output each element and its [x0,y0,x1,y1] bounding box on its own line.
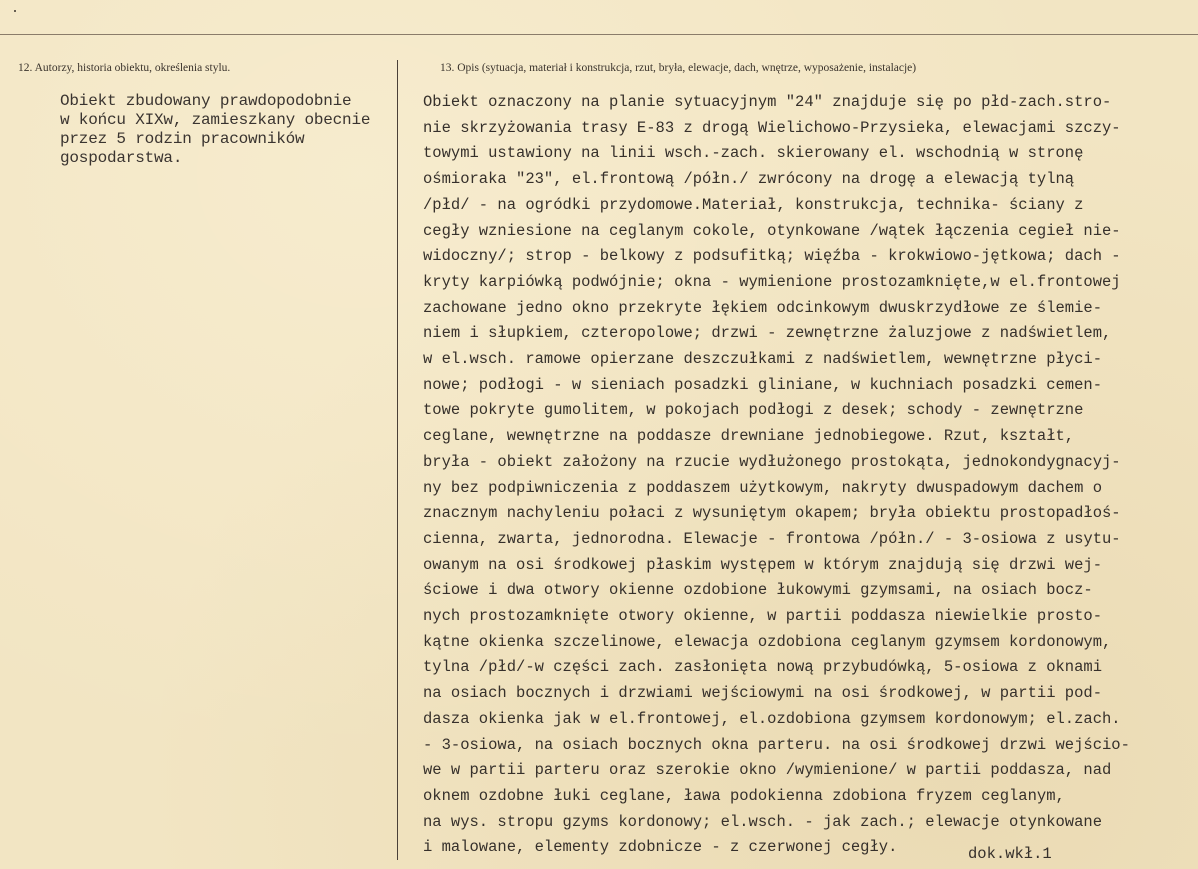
text-line: dasza okienka jak w el.frontowej, el.ozdobiona gzymsem kordonowym; el.zach. [423,709,1121,728]
text-line: w końcu XIXw, zamieszkany obecnie [60,111,371,129]
text-line: tylna /płd/-w części zach. zasłonięta nową przybudówką, 5-osiowa z oknami [423,658,1103,677]
text-line: bryła - obiekt założony na rzucie wydłużonego prostokąta, jednokondygnacyj- [423,452,1121,471]
text-line: i malowane, elementy zdobnicze - z czerwonej cegły. [423,838,898,857]
text-line: ściowe i dwa otwory okienne ozdobione łukowymi gzymsami, na osiach bocz- [423,581,1093,600]
text-line: zachowane jedno okno przekryte łękiem odcinkowym dwuskrzydłowe ze ślemie- [423,298,1103,317]
text-line: niem i słupkiem, czteropolowe; drzwi - zewnętrzne żaluzjowe z nadświetlem, [423,324,1112,343]
section-13-text [423,90,1193,861]
text-line: - 3-osiowa, na osiach bocznych okna parteru. na osi środkowej drzwi wejścio- [423,735,1130,754]
section-12-text [60,92,390,168]
top-rule [0,34,1198,35]
text-line: widoczny/; strop - belkowy z podsufitką; więźba - krokwiowo-jętkowa; dach - [423,247,1121,266]
section-12-header: 12. Autorzy, historia obiektu, określenia stylu. [18,62,231,74]
text-line: we w partii parteru oraz szerokie okno /wymienione/ w partii poddasza, nad [423,761,1112,780]
column-divider [397,60,398,860]
text-line: kryty karpiówką podwójnie; okna - wymienione prostozamknięte,w el.frontowej [423,272,1121,291]
text-line: /płd/ - na ogródki przydomowe.Materiał, konstrukcja, technika- ściany z [423,195,1084,214]
text-line: owanym na osi środkowej płaskim występem w którym znajdują się drzwi wej- [423,555,1103,574]
text-line: w el.wsch. ramowe opierzane deszczułkami z nadświetlem, wewnętrzne płyci- [423,350,1103,369]
text-line: kątne okienka szczelinowe, elewacja ozdobiona ceglanym gzymsem kordonowym, [423,632,1112,651]
text-line: znacznym nachyleniu połaci z wysuniętym okapem; bryła obiektu prostopadłoś- [423,504,1121,523]
text-line: ośmioraka "23", el.frontową /półn./ zwrócony na drogę a elewacją tylną [423,170,1075,189]
text-line: towymi ustawiony na linii wsch.-zach. skierowany el. wschodnią w stronę [423,144,1084,163]
text-line: ny bez podpiwniczenia z poddaszem użytkowym, nakryty dwuspadowym dachem o [423,478,1103,497]
text-line: przez 5 rodzin pracowników [60,130,305,148]
text-line: nie skrzyżowania trasy E-83 z drogą Wielichowo-Przysieka, elewacjami szczy- [423,118,1121,137]
text-line: nowe; podłogi - w sieniach posadzki gliniane, w kuchniach posadzki cemen- [423,375,1103,394]
text-line: Obiekt zbudowany prawdopodobnie [60,92,352,110]
text-line: towe pokryte gumolitem, w pokojach podłogi z desek; schody - zewnętrzne [423,401,1084,420]
text-line: ceglane, wewnętrzne na poddasze drewniane jednobiegowe. Rzut, kształt, [423,427,1075,446]
text-line: cienna, zwarta, jednorodna. Elewacje - frontowa /półn./ - 3-osiowa z usytu- [423,529,1121,548]
text-line: na osiach bocznych i drzwiami wejściowymi na osi środkowej, w partii pod- [423,684,1103,703]
text-line: oknem ozdobne łuki ceglane, ława podokienna zdobiona fryzem ceglanym, [423,786,1065,805]
text-line: nych prostozamknięte otwory okienne, w partii poddasza niewielkie prosto- [423,607,1103,626]
section-13-header: 13. Opis (sytuacja, materiał i konstrukcja, rzut, bryła, elewacje, dach, wnętrze, wyposażenie, instalacje) [440,62,917,74]
document-reference: dok.wkł.1 [968,845,1052,863]
ink-speck [14,10,16,12]
text-line: cegły wzniesione na ceglanym cokole, otynkowane /wątek łączenia cegieł nie- [423,221,1121,240]
text-line: Obiekt oznaczony na planie sytuacyjnym "24" znajduje się po płd-zach.stro- [423,93,1112,111]
text-line: na wys. stropu gzyms kordonowy; el.wsch. - jak zach.; elewacje otynkowane [423,812,1103,831]
text-line: gospodarstwa. [60,149,183,167]
